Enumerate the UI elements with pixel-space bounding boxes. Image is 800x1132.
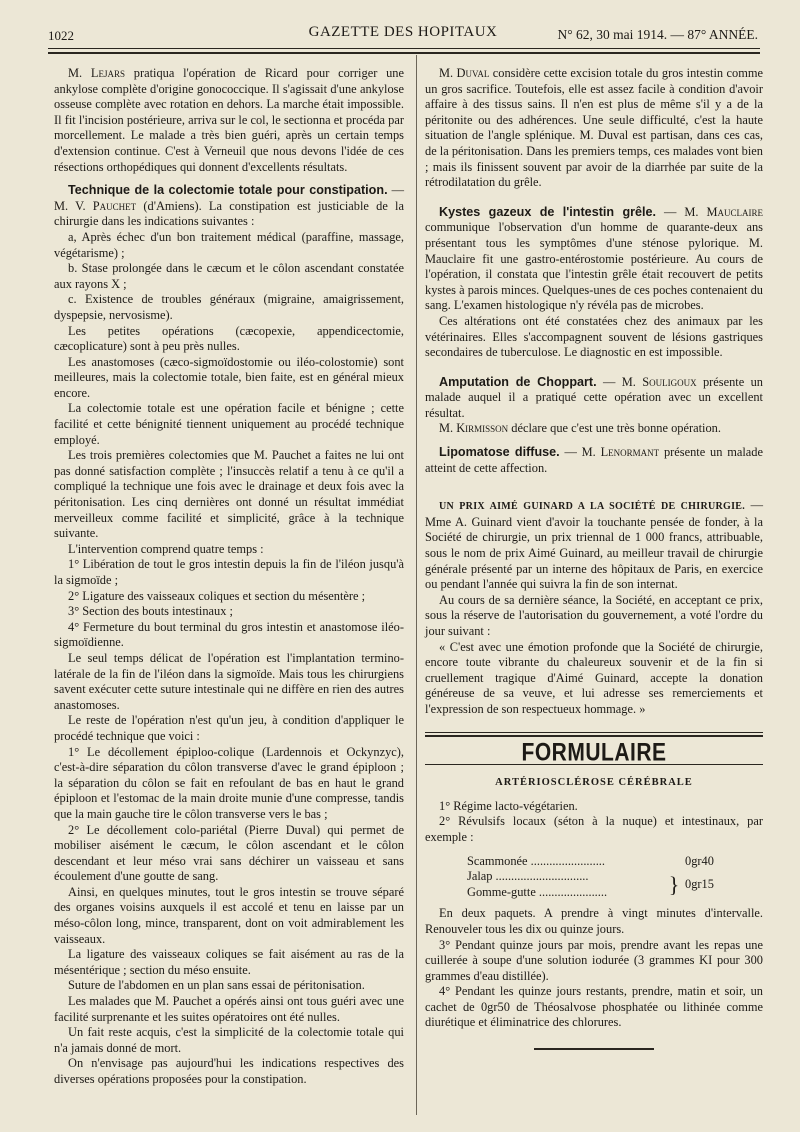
formula-step: 1° Régime lacto-végétarien.	[439, 798, 578, 813]
ingredient-row	[467, 869, 737, 885]
news-prix-guinard: UN PRIX AIMÉ GUINARD A LA SOCIÉTÉ DE CHIRURGIE. — Mme A. Guinard vient d'avoir la touchante pensée de fonder, à la Société de chirurgie, un prix triennal de 1 000 francs, attribuable, sous le nom de prix Aimé Guinard, au meilleur travail de chirurgie générale présenté par un interne des hôpitaux de Paris, en exercice ou pendant l'année qui suivra la fin de son internat.	[425, 498, 763, 592]
section-title-colectomie: Technique de la colectomie totale pour constipation.	[68, 183, 388, 198]
indication-item: a, Après échec d'un bon traitement médical (paraffine, massage, végétarisme) ;	[54, 229, 404, 260]
end-ornament	[425, 1041, 763, 1057]
page-header	[48, 24, 758, 46]
section-chopart: Amputation de Choppart. — M. Souligoux présente un malade auquel il a pratiqué cette opération avec un excellent résultat.	[425, 374, 763, 420]
formula-step: 4° Pendant les quinze jours restants, prendre, matin et soir, un cachet de 0gr50 de Théosalvose phosphatée ou lithinée comme diurétique et éliminatrice des chlorures.	[425, 984, 763, 1030]
ingredient-dose: 0gr40	[685, 853, 714, 868]
paragraph: Le reste de l'opération n'est qu'un jeu, à condition d'appliquer le procédé technique que voici :	[54, 713, 404, 743]
temps-item: 1° Libération de tout le gros intestin depuis la fin de l'iléon jusqu'à la sigmoïde ;	[54, 557, 404, 587]
formula-step: 2° Révulsifs locaux (séton à la nuque) et intestinaux, par exemple :	[425, 814, 763, 844]
quote: « C'est avec une émotion profonde que la Société de chirurgie, encore toute vibrante du chaleureux souvenir et de la fin si cruellement tragique d'Aimé Guinard, accepte la donation généreuse de sa veuve, et lui adresse ses remerciements et l'expression de son respectueux hommage. »	[425, 639, 763, 716]
section-kystes: Kystes gazeux de l'intestin grêle. — M. Mauclaire communique l'observation d'un homme de quarante-deux ans présentant tous les symptômes d'une sténose pylorique. M. Mauclaire fit une gastro-entérostomie postérieure. Au cours de l'opération, il constata que l'intestin grêle était recouvert de petits kystes à parois minces. Quelques-unes de ces poches contenaient du sang. L'examen histologique n'y révéla pas de microbes.	[425, 204, 763, 313]
news-title-prix: UN PRIX AIMÉ GUINARD A LA SOCIÉTÉ DE CHIRURGIE.	[439, 501, 746, 513]
paragraph: 1° Le décollement épiploo-colique (Lardennois et Ockynzyc), c'est-à-dire séparation du côlon transverse d'avec le grand épiploon ; la séparation du côlon se fait en refoulant de bas en haut le grand épiploon et l'estomac de la main droite munie d'une compresse, tandis que la main gauche tire le côlon transverse vers le bas ;	[54, 744, 404, 821]
indication-item: c. Existence de troubles généraux (migraine, amaigrissement, dyspepsie, nervosisme).	[54, 292, 404, 322]
paragraph: Le seul temps délicat de l'opération est l'implantation termino-latérale de la fin de l'iléon dans la sigmoïde. Mais tous les chirurgiens savent exécuter cette suture intestinale qui ne diffère en rien des autres anastomoses.	[54, 650, 404, 712]
issue-info: N° 62, 30 mai 1914. — 87° ANNÉE.	[557, 27, 758, 42]
section-lipomatose: Lipomatose diffuse. — M. Lenormant présente un malade atteint de cette affection.	[425, 445, 763, 475]
paragraph: L'intervention comprend quatre temps :	[68, 541, 264, 556]
temps-item: 4° Fermeture du bout terminal du gros intestin et anastomose iléo-sigmoïdienne.	[54, 619, 404, 650]
paragraph: 2° Le décollement colo-pariétal (Pierre Duval) qui permet de mobiliser aisément le cæcum, le côlon ascendant et le côlon descendant et leur méso vrai sans déchirer un vaisseau et sans écoulement d'une goutte de sang.	[54, 822, 404, 884]
column-separator	[416, 55, 417, 1115]
formulaire-title: FORMULAIRE	[521, 738, 667, 767]
page-number: 1022	[48, 28, 74, 43]
section-title-kystes: Kystes gazeux de l'intestin grêle.	[439, 204, 657, 219]
paragraph-kirmisson: M. Kirmisson déclare que c'est une très bonne opération.	[439, 421, 721, 436]
paragraph: La colectomie totale est une opération facile et bénigne ; cette facilité et cette bénignité tiennent uniquement au procédé technique employé.	[54, 401, 404, 447]
temps-item: 2° Ligature des vaisseaux coliques et section du mésentère ;	[68, 588, 366, 603]
paragraph: Les petites opérations (cæcopexie, appendicectomie, cæcoplicature) sont à peu près nulles.	[54, 323, 404, 354]
ingredient-dose: 0gr15	[685, 876, 714, 891]
paragraph: Suture de l'abdomen en un plan sans essai de péritonisation.	[68, 978, 365, 993]
formulaire-section	[425, 732, 763, 1057]
ingredient-row	[467, 854, 737, 870]
right-column	[425, 66, 763, 1057]
formula-step: 3° Pendant quinze jours par mois, prendre avant les repas une cuillerée à soupe d'une solution iodurée (3 grammes KI pour 300 grammes d'eau distillée).	[425, 937, 763, 983]
paragraph: La ligature des vaisseaux coliques se fait aisément au ras de la mésentérique ; section du méso ensuite.	[54, 947, 404, 977]
section-colectomie-intro: Technique de la colectomie totale pour constipation. — M. V. Pauchet (d'Amiens). La constipation est justiciable de la chirurgie dans les indications suivantes :	[54, 183, 405, 229]
paragraph: En deux paquets. A prendre à vingt minutes d'intervalle. Renouveler tous les dix ou quinze jours.	[425, 906, 763, 936]
paragraph: Un fait reste acquis, c'est la simplicité de la colectomie totale qui n'a jamais donné de mort.	[54, 1025, 404, 1055]
paragraph: Ainsi, en quelques minutes, tout le gros intestin se trouve séparé des organes voisins auxquels il est accolé et tenu en laisse par un méso-côlon long, mince, transparent, dont on voit admirablement les vaisseaux.	[54, 884, 404, 946]
journal-title: GAZETTE DES HOPITAUX	[308, 24, 498, 40]
temps-item: 3° Section des bouts intestinaux ;	[68, 604, 233, 619]
paragraph-duval: M. Duval considère cette excision totale du gros intestin comme un gros sacrifice. Toutefois, elle est assez facile à condition d'avoir affaire à des tissus sains. Il n'en est plus de même s'il y a de la péritonite ou des adhérences. Une seule difficulté, c'est la haute situation de l'angle splénique. M. Duval est partisan, dans ces cas, de la péritonisation. Dans les premiers temps, ces malades vont bien ; mais ils finissent souvent par avoir de la diarrhée par suite de la rétrodilatation du grêle.	[425, 66, 764, 190]
paragraph: Les trois premières colectomies que M. Pauchet a faites ne lui ont pas donné satisfaction complète ; l'insuccès relatif a tenu à ce qu'il a compliqué la technique une fois avec le drainage et deux fois avec la péritonisation. Les cinq dernières ont donné un résultat immédiat merveilleux comme facilité et simplicité, grâce à la technique suivante.	[54, 448, 404, 541]
paragraph: Ces altérations ont été constatées chez des animaux par les vétérinaires. Elles s'accompagnent souvent de lésions gastriques secondaires de tuberculose. Le diagnostic en est impossible.	[425, 313, 763, 360]
formulaire-subtitle: ARTÉRIOSCLÉROSE CÉRÉBRALE	[495, 777, 693, 789]
ingredient-name: Gomme-gutte ......................	[467, 884, 608, 899]
header-rule	[48, 48, 760, 49]
section-title-chopart: Amputation de Choppart.	[439, 374, 597, 389]
section-title-lipomatose: Lipomatose diffuse.	[439, 445, 560, 460]
brace-icon: }	[668, 872, 680, 898]
left-column	[54, 66, 404, 1088]
ingredient-name: Scammonée ........................	[467, 853, 605, 868]
header-rule-thick	[48, 52, 760, 54]
paragraph: Les anastomoses (cæco-sigmoïdostomie ou iléo-colostomie) sont meilleures, mais la colectomie totale, bien faite, est en général mieux encore.	[54, 354, 404, 400]
paragraph: Au cours de sa dernière séance, la Société, en acceptant ce prix, sous la réserve de l'autorisation du gouvernement, a voté l'ordre du jour suivant :	[425, 592, 763, 638]
paragraph: Les malades que M. Pauchet a opérés ainsi ont tous guéri avec une facilité surprenante et les suites opératoires ont été nulles.	[54, 994, 404, 1024]
formulaire-rule	[425, 732, 763, 733]
ingredients-table	[467, 854, 737, 901]
paragraph-lejars: M. Lejars pratiqua l'opération de Ricard pour corriger une ankylose complète d'origine gonococcique. Il s'agissait d'une ankylose osseuse complète avec rotation en dehors. La marche était impossible. Il fit l'incision postérieure, arriva sur le col, le sectionna et procéda par morcellement. Le malade a très bien guéri, après un certain temps d'extension continue. C'est à Verneuil que nous devons l'idée de ces résections orthopédiques qui donnent d'excellents résultats.	[54, 66, 404, 174]
ingredient-name: Jalap ..............................	[467, 869, 589, 884]
indication-item: b. Stase prolongée dans le cæcum et le côlon ascendant constatée aux rayons X ;	[54, 261, 404, 291]
paragraph: On n'envisage pas aujourd'hui les indications respectives des diverses opérations proposées pour la constipation.	[54, 1056, 404, 1086]
